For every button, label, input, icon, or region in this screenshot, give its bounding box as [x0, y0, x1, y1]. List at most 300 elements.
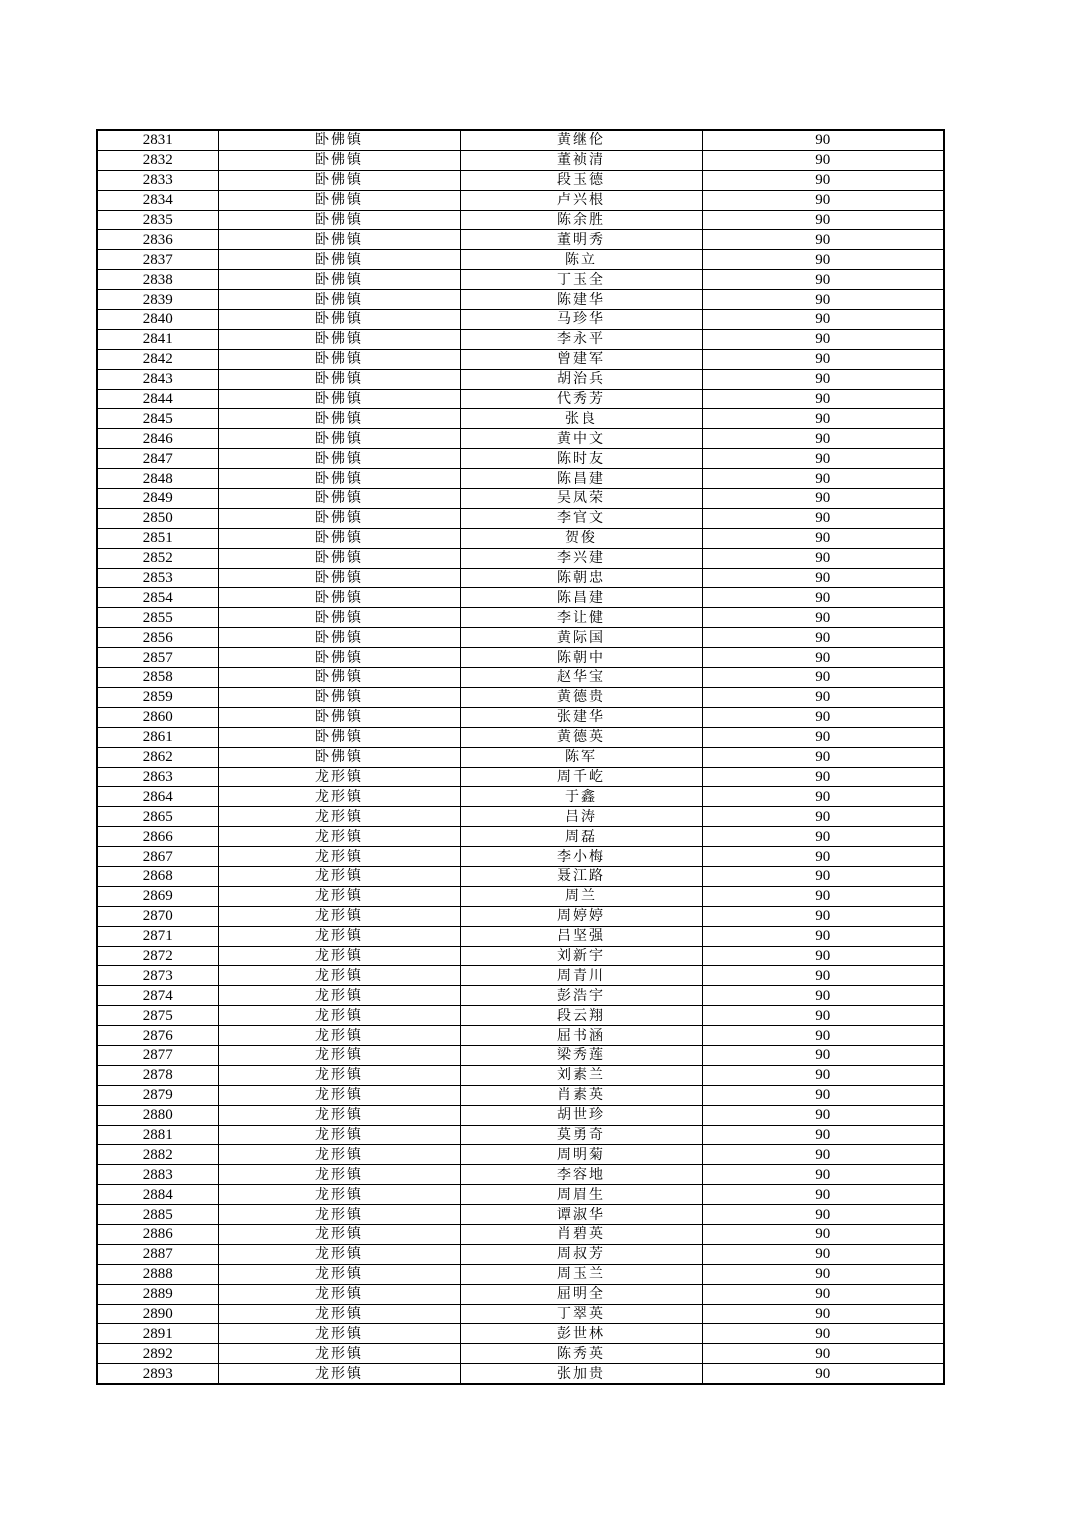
- serial-number-cell: 2858: [97, 668, 218, 688]
- value-cell: 90: [702, 429, 944, 449]
- serial-number-cell: 2888: [97, 1264, 218, 1284]
- serial-number-cell: 2849: [97, 489, 218, 509]
- town-cell: 龙形镇: [218, 886, 460, 906]
- town-cell: 卧佛镇: [218, 548, 460, 568]
- serial-number-cell: 2843: [97, 369, 218, 389]
- serial-number-cell: 2834: [97, 190, 218, 210]
- value-cell: 90: [702, 1224, 944, 1244]
- name-cell: 张加贵: [460, 1364, 702, 1384]
- value-cell: 90: [702, 270, 944, 290]
- name-cell: 李官文: [460, 508, 702, 528]
- town-cell: 卧佛镇: [218, 130, 460, 150]
- table-row: [97, 1105, 944, 1125]
- name-cell: 周眉生: [460, 1185, 702, 1205]
- table-row: [97, 489, 944, 509]
- name-cell: 莫勇奇: [460, 1125, 702, 1145]
- table-row: [97, 827, 944, 847]
- value-cell: 90: [702, 926, 944, 946]
- serial-number-cell: 2831: [97, 130, 218, 150]
- name-cell: 卢兴根: [460, 190, 702, 210]
- serial-number-cell: 2891: [97, 1324, 218, 1344]
- town-cell: 龙形镇: [218, 1165, 460, 1185]
- value-cell: 90: [702, 1065, 944, 1085]
- table-row: [97, 1045, 944, 1065]
- value-cell: 90: [702, 966, 944, 986]
- town-cell: 卧佛镇: [218, 409, 460, 429]
- town-cell: 龙形镇: [218, 1085, 460, 1105]
- name-cell: 贺俊: [460, 528, 702, 548]
- town-cell: 龙形镇: [218, 1264, 460, 1284]
- serial-number-cell: 2839: [97, 290, 218, 310]
- table-row: [97, 1125, 944, 1145]
- name-cell: 代秀芳: [460, 389, 702, 409]
- town-cell: 龙形镇: [218, 1185, 460, 1205]
- serial-number-cell: 2837: [97, 250, 218, 270]
- value-cell: 90: [702, 668, 944, 688]
- town-cell: 卧佛镇: [218, 608, 460, 628]
- value-cell: 90: [702, 946, 944, 966]
- table-row: [97, 986, 944, 1006]
- town-cell: 卧佛镇: [218, 449, 460, 469]
- table-row: [97, 250, 944, 270]
- value-cell: 90: [702, 150, 944, 170]
- value-cell: 90: [702, 250, 944, 270]
- serial-number-cell: 2887: [97, 1244, 218, 1264]
- serial-number-cell: 2890: [97, 1304, 218, 1324]
- name-cell: 聂江路: [460, 866, 702, 886]
- serial-number-cell: 2857: [97, 648, 218, 668]
- value-cell: 90: [702, 329, 944, 349]
- name-cell: 刘素兰: [460, 1065, 702, 1085]
- table-row: [97, 349, 944, 369]
- serial-number-cell: 2853: [97, 568, 218, 588]
- name-cell: 彭世林: [460, 1324, 702, 1344]
- value-cell: 90: [702, 707, 944, 727]
- table-row: [97, 747, 944, 767]
- table-row: [97, 1344, 944, 1364]
- name-cell: 梁秀莲: [460, 1045, 702, 1065]
- value-cell: 90: [702, 827, 944, 847]
- serial-number-cell: 2855: [97, 608, 218, 628]
- table-row: [97, 886, 944, 906]
- town-cell: 卧佛镇: [218, 668, 460, 688]
- value-cell: 90: [702, 389, 944, 409]
- serial-number-cell: 2893: [97, 1364, 218, 1384]
- value-cell: 90: [702, 230, 944, 250]
- town-cell: 卧佛镇: [218, 747, 460, 767]
- value-cell: 90: [702, 1085, 944, 1105]
- table-row: [97, 608, 944, 628]
- name-cell: 黄德贵: [460, 687, 702, 707]
- serial-number-cell: 2867: [97, 847, 218, 867]
- town-cell: 龙形镇: [218, 1304, 460, 1324]
- serial-number-cell: 2881: [97, 1125, 218, 1145]
- table-row: [97, 866, 944, 886]
- value-cell: 90: [702, 1185, 944, 1205]
- table-row: [97, 1364, 944, 1384]
- serial-number-cell: 2854: [97, 588, 218, 608]
- serial-number-cell: 2874: [97, 986, 218, 1006]
- table-row: [97, 528, 944, 548]
- name-cell: 吴凤荣: [460, 489, 702, 509]
- serial-number-cell: 2847: [97, 449, 218, 469]
- table-row: [97, 926, 944, 946]
- value-cell: 90: [702, 210, 944, 230]
- value-cell: 90: [702, 747, 944, 767]
- table-row: [97, 628, 944, 648]
- town-cell: 龙形镇: [218, 906, 460, 926]
- name-cell: 马珍华: [460, 310, 702, 330]
- value-cell: 90: [702, 986, 944, 1006]
- name-cell: 周明菊: [460, 1145, 702, 1165]
- serial-number-cell: 2865: [97, 807, 218, 827]
- town-cell: 卧佛镇: [218, 568, 460, 588]
- value-cell: 90: [702, 1026, 944, 1046]
- town-cell: 龙形镇: [218, 1284, 460, 1304]
- name-cell: 于鑫: [460, 787, 702, 807]
- serial-number-cell: 2884: [97, 1185, 218, 1205]
- table-row: [97, 1165, 944, 1185]
- serial-number-cell: 2842: [97, 349, 218, 369]
- table-row: [97, 966, 944, 986]
- town-cell: 卧佛镇: [218, 329, 460, 349]
- town-cell: 卧佛镇: [218, 489, 460, 509]
- name-cell: 肖碧英: [460, 1224, 702, 1244]
- name-cell: 周叔芳: [460, 1244, 702, 1264]
- name-cell: 李小梅: [460, 847, 702, 867]
- town-cell: 卧佛镇: [218, 528, 460, 548]
- town-cell: 卧佛镇: [218, 389, 460, 409]
- value-cell: 90: [702, 1264, 944, 1284]
- town-cell: 龙形镇: [218, 1026, 460, 1046]
- town-cell: 卧佛镇: [218, 369, 460, 389]
- serial-number-cell: 2862: [97, 747, 218, 767]
- table-row: [97, 130, 944, 150]
- value-cell: 90: [702, 648, 944, 668]
- town-cell: 卧佛镇: [218, 429, 460, 449]
- town-cell: 卧佛镇: [218, 349, 460, 369]
- name-cell: 陈余胜: [460, 210, 702, 230]
- name-cell: 周玉兰: [460, 1264, 702, 1284]
- name-cell: 周兰: [460, 886, 702, 906]
- serial-number-cell: 2850: [97, 508, 218, 528]
- name-cell: 段云翔: [460, 1006, 702, 1026]
- name-cell: 彭浩宇: [460, 986, 702, 1006]
- table-row: [97, 588, 944, 608]
- value-cell: 90: [702, 528, 944, 548]
- table-row: [97, 1205, 944, 1225]
- value-cell: 90: [702, 1105, 944, 1125]
- town-cell: 龙形镇: [218, 807, 460, 827]
- table-row: [97, 429, 944, 449]
- value-cell: 90: [702, 866, 944, 886]
- serial-number-cell: 2861: [97, 727, 218, 747]
- value-cell: 90: [702, 807, 944, 827]
- town-cell: 卧佛镇: [218, 190, 460, 210]
- name-cell: 陈秀英: [460, 1344, 702, 1364]
- town-cell: 龙形镇: [218, 787, 460, 807]
- table-row: [97, 687, 944, 707]
- value-cell: 90: [702, 687, 944, 707]
- name-cell: 刘新宇: [460, 946, 702, 966]
- town-cell: 龙形镇: [218, 966, 460, 986]
- value-cell: 90: [702, 1284, 944, 1304]
- value-cell: 90: [702, 1205, 944, 1225]
- serial-number-cell: 2875: [97, 1006, 218, 1026]
- value-cell: 90: [702, 847, 944, 867]
- town-cell: 卧佛镇: [218, 270, 460, 290]
- name-cell: 赵华宝: [460, 668, 702, 688]
- town-cell: 龙形镇: [218, 1145, 460, 1165]
- table-row: [97, 449, 944, 469]
- name-cell: 陈建华: [460, 290, 702, 310]
- serial-number-cell: 2841: [97, 329, 218, 349]
- serial-number-cell: 2851: [97, 528, 218, 548]
- name-cell: 李让健: [460, 608, 702, 628]
- serial-number-cell: 2860: [97, 707, 218, 727]
- table-row: [97, 1006, 944, 1026]
- serial-number-cell: 2869: [97, 886, 218, 906]
- town-cell: 龙形镇: [218, 986, 460, 1006]
- table-row: [97, 727, 944, 747]
- town-cell: 龙形镇: [218, 827, 460, 847]
- town-cell: 龙形镇: [218, 1105, 460, 1125]
- town-cell: 龙形镇: [218, 1224, 460, 1244]
- table-row: [97, 190, 944, 210]
- value-cell: 90: [702, 767, 944, 787]
- name-cell: 陈立: [460, 250, 702, 270]
- name-cell: 陈朝忠: [460, 568, 702, 588]
- table-row: [97, 210, 944, 230]
- town-cell: 卧佛镇: [218, 170, 460, 190]
- town-cell: 龙形镇: [218, 1205, 460, 1225]
- serial-number-cell: 2866: [97, 827, 218, 847]
- serial-number-cell: 2868: [97, 866, 218, 886]
- name-cell: 黄继伦: [460, 130, 702, 150]
- serial-number-cell: 2864: [97, 787, 218, 807]
- table-row: [97, 508, 944, 528]
- table-row: [97, 668, 944, 688]
- town-cell: 龙形镇: [218, 767, 460, 787]
- table-row: [97, 707, 944, 727]
- value-cell: 90: [702, 1324, 944, 1344]
- table-row: [97, 290, 944, 310]
- town-cell: 龙形镇: [218, 1125, 460, 1145]
- name-cell: 曾建军: [460, 349, 702, 369]
- name-cell: 张建华: [460, 707, 702, 727]
- value-cell: 90: [702, 170, 944, 190]
- name-cell: 陈朝中: [460, 648, 702, 668]
- table-row: [97, 170, 944, 190]
- serial-number-cell: 2889: [97, 1284, 218, 1304]
- town-cell: 龙形镇: [218, 946, 460, 966]
- name-cell: 黄际国: [460, 628, 702, 648]
- name-cell: 屈书涵: [460, 1026, 702, 1046]
- serial-number-cell: 2885: [97, 1205, 218, 1225]
- town-cell: 龙形镇: [218, 1344, 460, 1364]
- name-cell: 陈时友: [460, 449, 702, 469]
- serial-number-cell: 2833: [97, 170, 218, 190]
- value-cell: 90: [702, 349, 944, 369]
- town-cell: 龙形镇: [218, 1006, 460, 1026]
- serial-number-cell: 2846: [97, 429, 218, 449]
- serial-number-cell: 2852: [97, 548, 218, 568]
- value-cell: 90: [702, 130, 944, 150]
- table-row: [97, 1185, 944, 1205]
- value-cell: 90: [702, 886, 944, 906]
- serial-number-cell: 2844: [97, 389, 218, 409]
- town-cell: 龙形镇: [218, 1364, 460, 1384]
- name-cell: 董祯清: [460, 150, 702, 170]
- town-cell: 卧佛镇: [218, 230, 460, 250]
- serial-number-cell: 2878: [97, 1065, 218, 1085]
- town-cell: 卧佛镇: [218, 290, 460, 310]
- table-row: [97, 1324, 944, 1344]
- town-cell: 龙形镇: [218, 1324, 460, 1344]
- table-row: [97, 150, 944, 170]
- table-row: [97, 847, 944, 867]
- serial-number-cell: 2838: [97, 270, 218, 290]
- serial-number-cell: 2856: [97, 628, 218, 648]
- table-row: [97, 648, 944, 668]
- table-row: [97, 906, 944, 926]
- name-cell: 丁玉全: [460, 270, 702, 290]
- serial-number-cell: 2879: [97, 1085, 218, 1105]
- table-row: [97, 1145, 944, 1165]
- table-row: [97, 1085, 944, 1105]
- value-cell: 90: [702, 449, 944, 469]
- table-row: [97, 807, 944, 827]
- name-cell: 谭淑华: [460, 1205, 702, 1225]
- value-cell: 90: [702, 1045, 944, 1065]
- serial-number-cell: 2876: [97, 1026, 218, 1046]
- value-cell: 90: [702, 508, 944, 528]
- value-cell: 90: [702, 489, 944, 509]
- value-cell: 90: [702, 568, 944, 588]
- serial-number-cell: 2883: [97, 1165, 218, 1185]
- table-row: [97, 230, 944, 250]
- town-cell: 卧佛镇: [218, 707, 460, 727]
- town-cell: 卧佛镇: [218, 648, 460, 668]
- serial-number-cell: 2845: [97, 409, 218, 429]
- serial-number-cell: 2832: [97, 150, 218, 170]
- town-cell: 龙形镇: [218, 1065, 460, 1085]
- town-cell: 卧佛镇: [218, 727, 460, 747]
- town-cell: 龙形镇: [218, 1045, 460, 1065]
- name-cell: 黄中文: [460, 429, 702, 449]
- name-cell: 周千屹: [460, 767, 702, 787]
- name-cell: 肖素英: [460, 1085, 702, 1105]
- town-cell: 卧佛镇: [218, 210, 460, 230]
- name-cell: 陈昌建: [460, 588, 702, 608]
- serial-number-cell: 2892: [97, 1344, 218, 1364]
- value-cell: 90: [702, 1244, 944, 1264]
- value-cell: 90: [702, 310, 944, 330]
- serial-number-cell: 2873: [97, 966, 218, 986]
- serial-number-cell: 2835: [97, 210, 218, 230]
- value-cell: 90: [702, 628, 944, 648]
- name-cell: 吕涛: [460, 807, 702, 827]
- value-cell: 90: [702, 906, 944, 926]
- name-cell: 陈昌建: [460, 469, 702, 489]
- table-row: [97, 787, 944, 807]
- town-cell: 卧佛镇: [218, 508, 460, 528]
- value-cell: 90: [702, 727, 944, 747]
- value-cell: 90: [702, 1125, 944, 1145]
- town-cell: 卧佛镇: [218, 310, 460, 330]
- town-cell: 龙形镇: [218, 926, 460, 946]
- serial-number-cell: 2871: [97, 926, 218, 946]
- value-cell: 90: [702, 548, 944, 568]
- table-row: [97, 1304, 944, 1324]
- town-cell: 龙形镇: [218, 847, 460, 867]
- town-cell: 卧佛镇: [218, 687, 460, 707]
- table-row: [97, 1026, 944, 1046]
- table-row: [97, 1065, 944, 1085]
- table-row: [97, 1224, 944, 1244]
- value-cell: 90: [702, 1364, 944, 1384]
- value-cell: 90: [702, 1145, 944, 1165]
- value-cell: 90: [702, 787, 944, 807]
- value-cell: 90: [702, 608, 944, 628]
- town-cell: 卧佛镇: [218, 250, 460, 270]
- name-cell: 胡治兵: [460, 369, 702, 389]
- name-cell: 张良: [460, 409, 702, 429]
- table-row: [97, 1244, 944, 1264]
- serial-number-cell: 2886: [97, 1224, 218, 1244]
- table-row: [97, 369, 944, 389]
- name-cell: 周磊: [460, 827, 702, 847]
- serial-number-cell: 2840: [97, 310, 218, 330]
- table-row: [97, 409, 944, 429]
- record-table-body: [97, 130, 944, 1384]
- value-cell: 90: [702, 1304, 944, 1324]
- town-cell: 卧佛镇: [218, 628, 460, 648]
- record-table: [96, 129, 945, 1385]
- name-cell: 周婷婷: [460, 906, 702, 926]
- name-cell: 董明秀: [460, 230, 702, 250]
- value-cell: 90: [702, 1006, 944, 1026]
- value-cell: 90: [702, 409, 944, 429]
- serial-number-cell: 2880: [97, 1105, 218, 1125]
- serial-number-cell: 2872: [97, 946, 218, 966]
- town-cell: 卧佛镇: [218, 150, 460, 170]
- table-row: [97, 548, 944, 568]
- town-cell: 卧佛镇: [218, 588, 460, 608]
- value-cell: 90: [702, 588, 944, 608]
- value-cell: 90: [702, 1344, 944, 1364]
- table-row: [97, 389, 944, 409]
- name-cell: 陈军: [460, 747, 702, 767]
- table-row: [97, 946, 944, 966]
- table-row: [97, 270, 944, 290]
- serial-number-cell: 2882: [97, 1145, 218, 1165]
- value-cell: 90: [702, 369, 944, 389]
- name-cell: 胡世珍: [460, 1105, 702, 1125]
- table-row: [97, 767, 944, 787]
- table-row: [97, 469, 944, 489]
- serial-number-cell: 2859: [97, 687, 218, 707]
- value-cell: 90: [702, 290, 944, 310]
- serial-number-cell: 2870: [97, 906, 218, 926]
- table-row: [97, 329, 944, 349]
- serial-number-cell: 2863: [97, 767, 218, 787]
- serial-number-cell: 2877: [97, 1045, 218, 1065]
- serial-number-cell: 2836: [97, 230, 218, 250]
- table-row: [97, 568, 944, 588]
- serial-number-cell: 2848: [97, 469, 218, 489]
- table-row: [97, 1264, 944, 1284]
